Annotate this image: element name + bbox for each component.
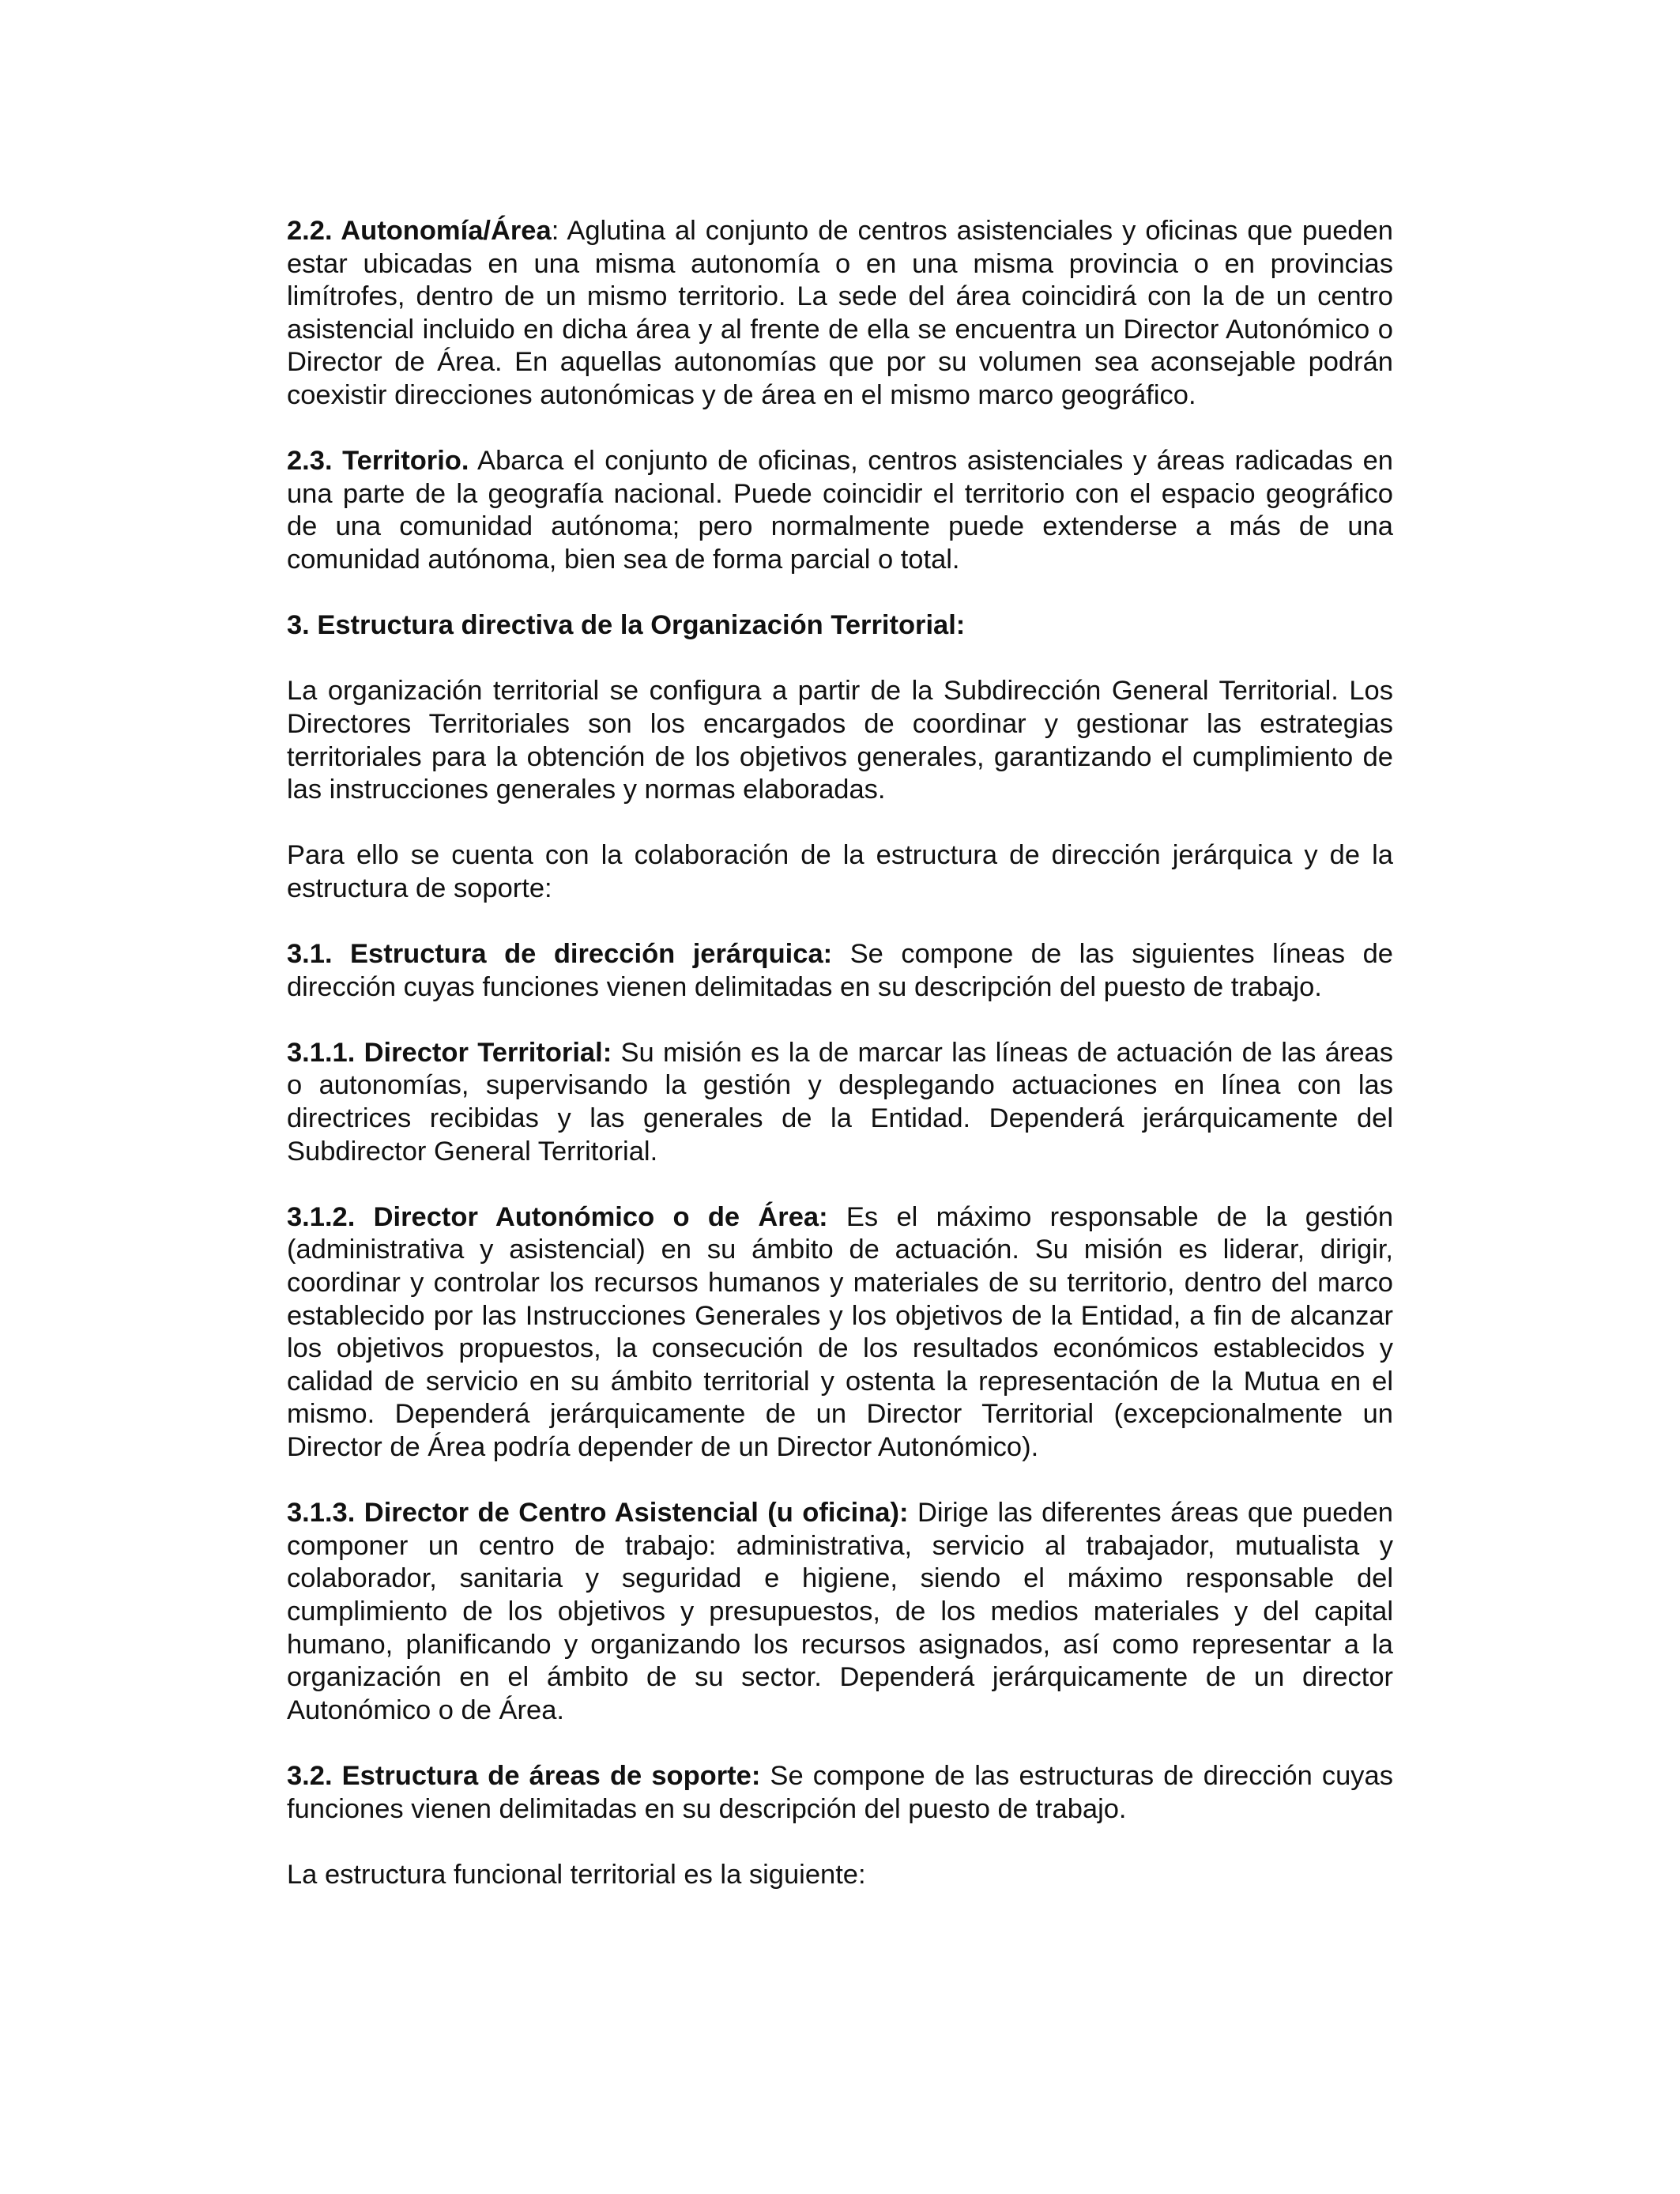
section-2-2-text: Aglutina al conjunto de centros asistenciales y oficinas que pueden estar ubicadas en una misma autonomía o en una misma provincia o en provincias limítrofes, dentro de un mismo territorio. La sede del área coincidirá con la de un centro asistencial incluido en dicha área y al frente de ella se encuentra un Director Autonómico o Director de Área. En aquellas autonomías que por su volumen sea aconsejable podrán coexistir direcciones autonómicas y de área en el mismo marco geográfico. <box>287 216 1393 410</box>
section-2-3-label: 2.3. Territorio. <box>287 446 469 477</box>
section-3-1-2 <box>287 1201 1393 1465</box>
section-3-2 <box>287 1760 1393 1826</box>
document-page <box>287 215 1393 1924</box>
section-2-2-separator: : <box>551 216 567 246</box>
section-3-1-3-label: 3.1.3. Director de Centro Asistencial (u oficina): <box>287 1498 909 1529</box>
section-3-intro: La organización territorial se configura a partir de la Subdirección General Territorial. Los Directores Territoriales son los encargados de coordinar y gestionar las estrategias territoriales para la obtención de los objetivos generales, garantizando el cumplimiento de las instrucciones generales y normas elaboradas. <box>287 676 1393 805</box>
section-2-2 <box>287 215 1393 413</box>
section-3-1 <box>287 938 1393 1004</box>
closing-line: La estructura funcional territorial es la siguiente: <box>287 1859 866 1890</box>
section-3-support: Para ello se cuenta con la colaboración de la estructura de dirección jerárquica y de la estructura de soporte: <box>287 840 1393 903</box>
section-3-1-2-label: 3.1.2. Director Autonómico o de Área: <box>287 1201 828 1232</box>
section-3-1-3 <box>287 1497 1393 1727</box>
section-3-heading: 3. Estructura directiva de la Organización Territorial: <box>287 610 966 641</box>
section-3-1-1-label: 3.1.1. Director Territorial: <box>287 1037 612 1068</box>
section-2-3 <box>287 445 1393 576</box>
section-3-1-3-text: Dirige las diferentes áreas que pueden componer un centro de trabajo: administrativa, servicio al trabajador, mutualista y colaborador, sanitaria y seguridad e higiene, siendo el máximo responsable del cumplimiento de los objetivos y presupuestos, de los medios materiales y del capital humano, planificando y organizando los recursos asignados, así como representar a la organización en el ámbito de su sector. Dependerá jerárquicamente de un director Autonómico o de Área. <box>287 1498 1393 1725</box>
section-3-1-label: 3.1. Estructura de dirección jerárquica: <box>287 939 833 970</box>
section-3-2-text: Se compone de las estructuras de dirección cuyas funciones vienen delimitadas en su descripción del puesto de trabajo. <box>287 1760 1393 1824</box>
section-3-1-2-text: Es el máximo responsable de la gestión (administrativa y asistencial) en su ámbito de actuación. Su misión es liderar, dirigir, coordinar y controlar los recursos humanos y materiales de su territorio, dentro del marco establecido por las Instrucciones Generales y los objetivos de la Entidad, a fin de alcanzar los objetivos propuestos, la consecución de los resultados económicos establecidos y calidad de servicio en su ámbito territorial y ostenta la representación de la Mutua en el mismo. Dependerá jerárquicamente de un Director Territorial (excepcionalmente un Director de Área podría depender de un Director Autonómico). <box>287 1201 1394 1462</box>
section-3-1-1 <box>287 1037 1393 1168</box>
section-3-1-text: Se compone de las siguientes líneas de dirección cuyas funciones vienen delimitadas en su descripción del puesto de trabajo. <box>287 939 1393 1002</box>
section-2-2-label: 2.2. Autonomía/Área <box>287 216 552 246</box>
section-3-1-1-text: Su misión es la de marcar las líneas de actuación de las áreas o autonomías, supervisando la gestión y desplegando actuaciones en línea con las directrices recibidas y las generales de la Entidad. Dependerá jerárquicamente del Subdirector General Territorial. <box>287 1037 1393 1167</box>
section-3-2-label: 3.2. Estructura de áreas de soporte: <box>287 1760 761 1791</box>
section-2-3-text: Abarca el conjunto de oficinas, centros asistenciales y áreas radicadas en una parte de la geografía nacional. Puede coincidir el territorio con el espacio geográfico de una comunidad autónoma; pero normalmente puede extenderse a más de una comunidad autónoma, bien sea de forma parcial o total. <box>287 446 1393 575</box>
